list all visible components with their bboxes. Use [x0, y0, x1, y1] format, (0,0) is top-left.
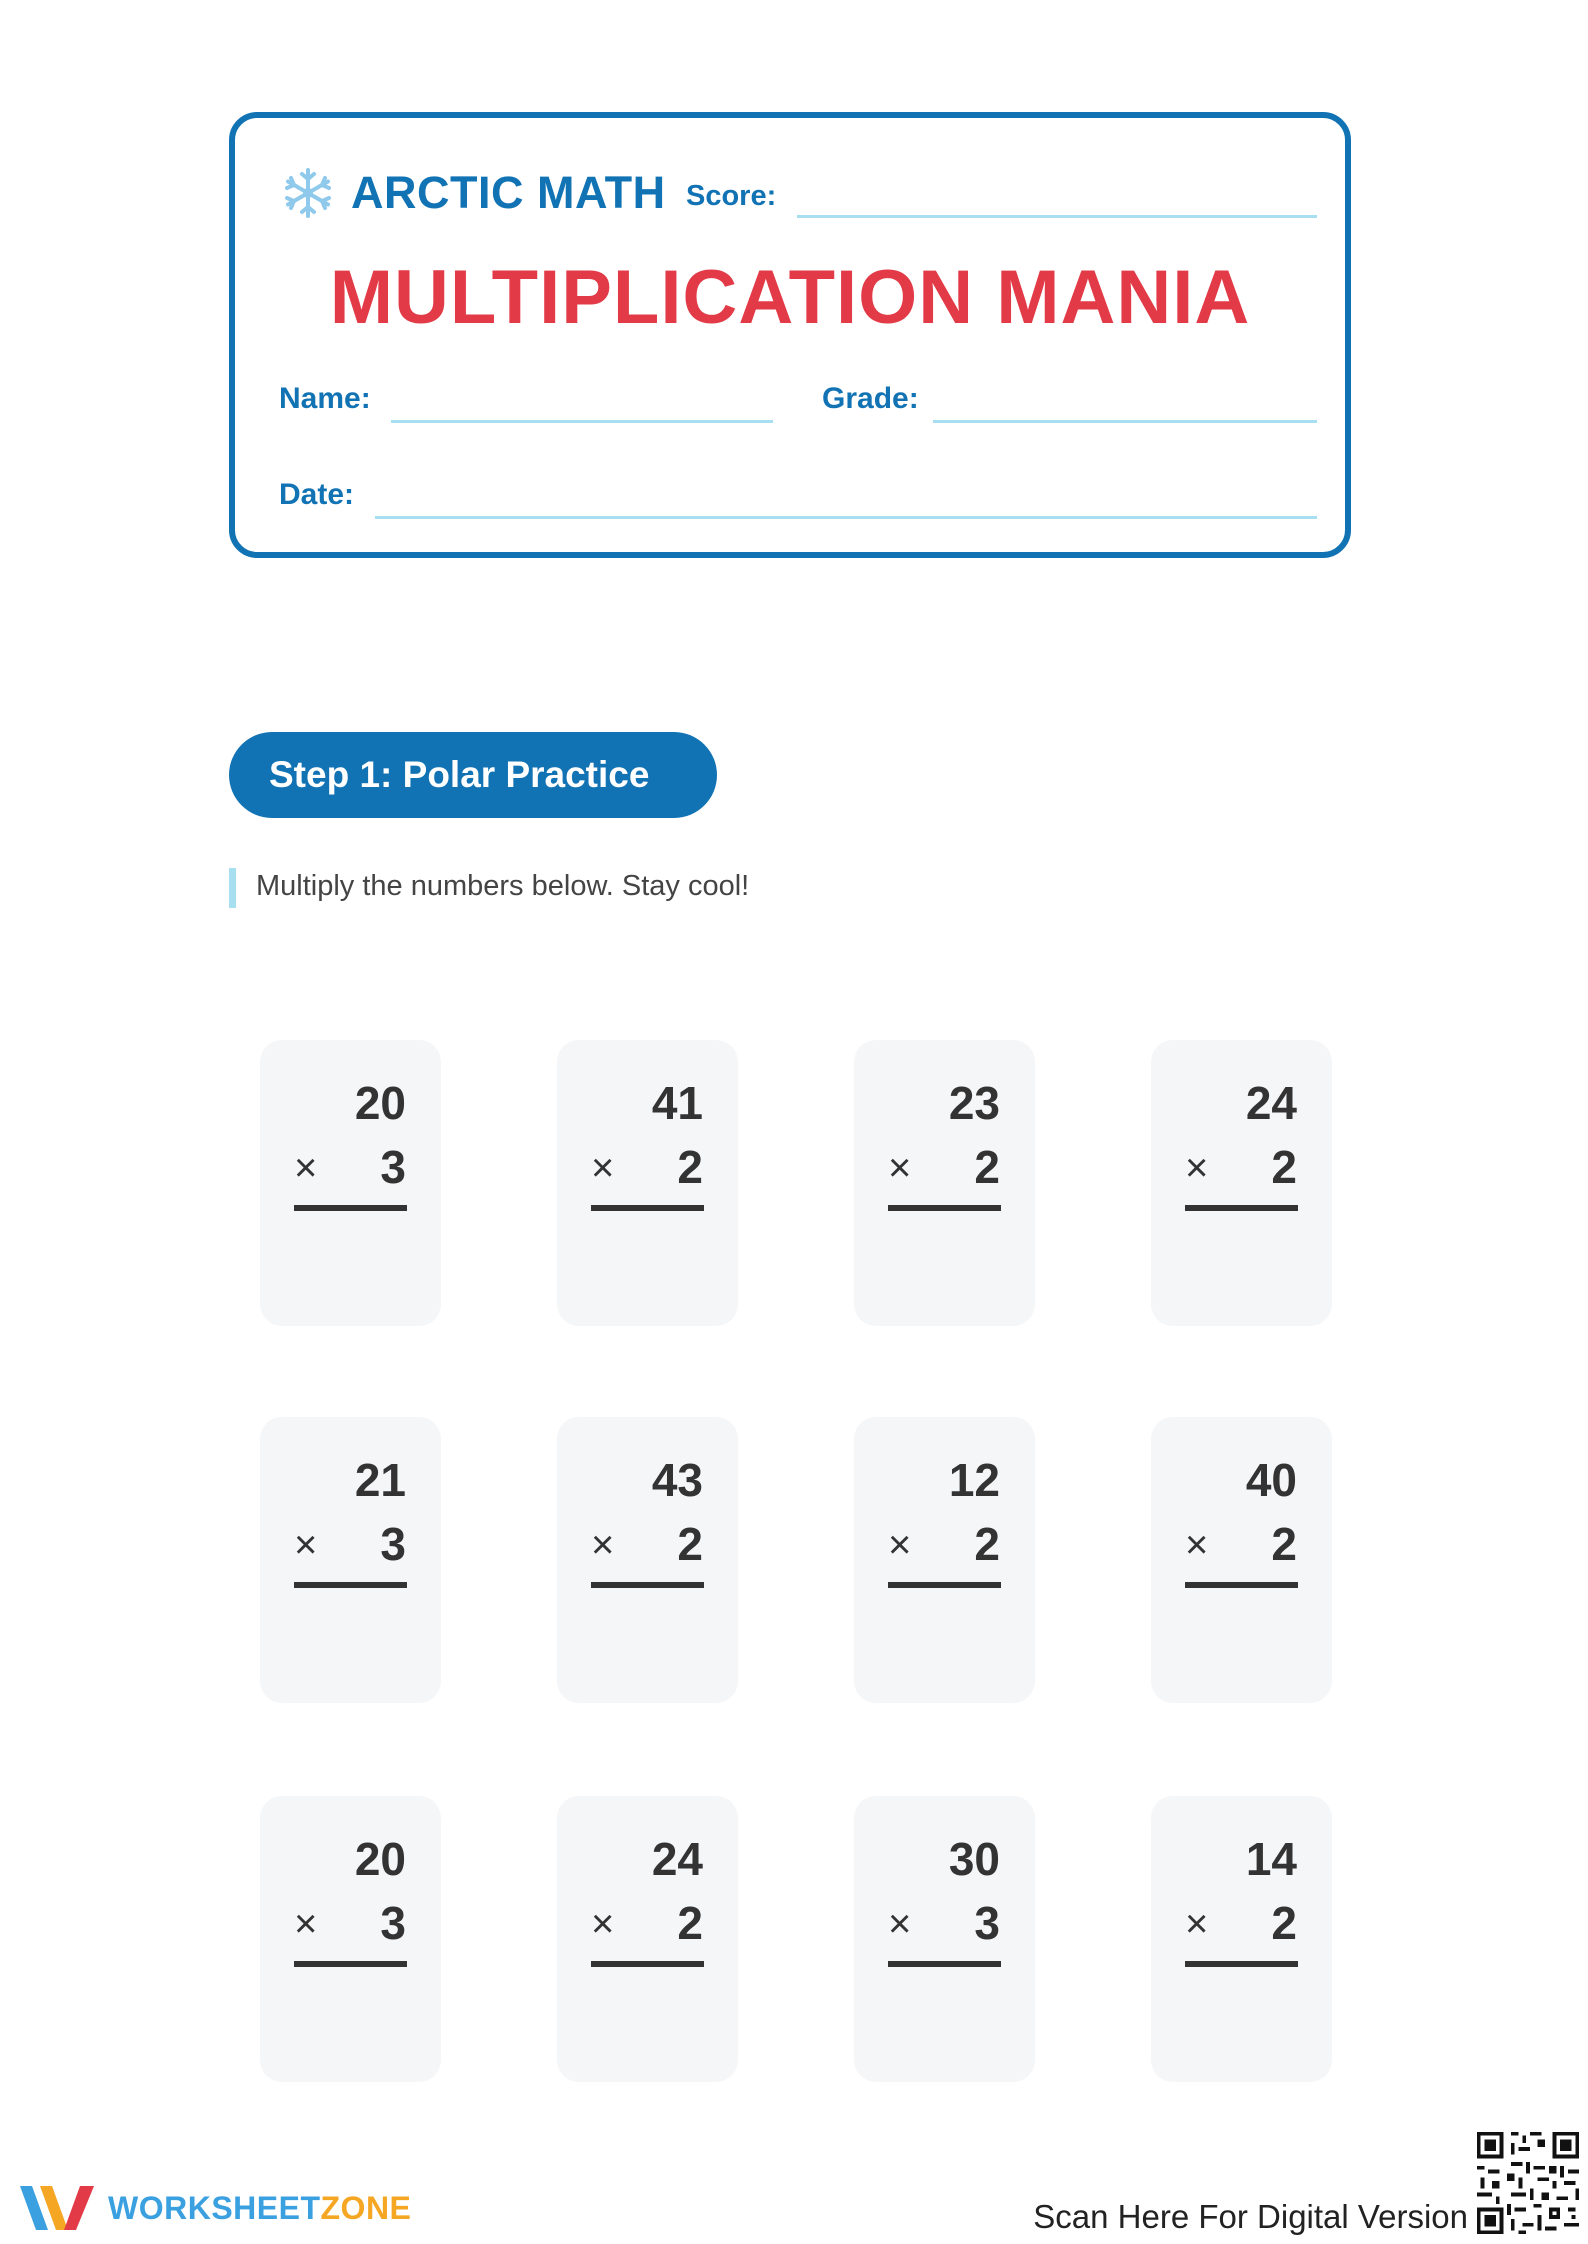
instruction-text: Multiply the numbers below. Stay cool! [256, 870, 750, 902]
multiplicand: 20 [354, 1077, 406, 1129]
times-sign: × [591, 1523, 615, 1567]
multiplier: 3 [380, 1897, 406, 1949]
times-sign: × [591, 1146, 615, 1190]
answer-line [294, 1582, 407, 1588]
score-label: Score: [686, 180, 777, 212]
header-card [229, 112, 1351, 558]
answer-line [888, 1582, 1001, 1588]
problem-card[interactable] [854, 1417, 1035, 1703]
answer-line [591, 1205, 704, 1211]
multiplicand: 41 [651, 1077, 703, 1129]
multiplicand: 43 [651, 1454, 703, 1506]
multiplier: 3 [974, 1897, 1000, 1949]
scan-caption: Scan Here For Digital Version [1033, 2198, 1468, 2235]
problem-card[interactable] [1151, 1040, 1332, 1326]
logo-part-worksheet: WORKSHEET [108, 2189, 321, 2226]
problem-card[interactable] [557, 1796, 738, 2082]
multiplier: 2 [974, 1141, 1000, 1193]
multiplier: 2 [677, 1897, 703, 1949]
grade-label: Grade: [822, 382, 919, 415]
multiplier: 2 [1271, 1897, 1297, 1949]
times-sign: × [1185, 1146, 1209, 1190]
times-sign: × [888, 1902, 912, 1946]
problem-card[interactable] [854, 1040, 1035, 1326]
problem-card[interactable] [260, 1417, 441, 1703]
brand [281, 166, 666, 220]
step-heading: Step 1: Polar Practice [229, 732, 717, 818]
date-label: Date: [279, 478, 355, 511]
times-sign: × [591, 1902, 615, 1946]
problem-card[interactable] [557, 1040, 738, 1326]
worksheetzone-logo-icon [18, 2180, 96, 2236]
times-sign: × [1185, 1523, 1209, 1567]
snowflake-icon [281, 166, 335, 220]
multiplier: 2 [1271, 1518, 1297, 1570]
problem-card[interactable] [1151, 1417, 1332, 1703]
worksheetzone-wordmark [108, 2190, 411, 2227]
instruction-accent [229, 868, 236, 908]
qr-code-icon[interactable] [1473, 2128, 1583, 2238]
multiplicand: 12 [948, 1454, 1000, 1506]
name-field[interactable] [391, 420, 773, 423]
times-sign: × [888, 1523, 912, 1567]
multiplicand: 24 [1245, 1077, 1297, 1129]
problem-card[interactable] [260, 1040, 441, 1326]
times-sign: × [294, 1146, 318, 1190]
multiplicand: 14 [1245, 1833, 1297, 1885]
times-sign: × [1185, 1902, 1209, 1946]
score-field[interactable] [797, 215, 1317, 218]
times-sign: × [294, 1902, 318, 1946]
multiplier: 3 [380, 1518, 406, 1570]
grade-field[interactable] [933, 420, 1317, 423]
multiplier: 2 [1271, 1141, 1297, 1193]
logo-part-zone: ZONE [320, 2189, 412, 2226]
answer-line [1185, 1582, 1298, 1588]
answer-line [294, 1961, 407, 1967]
multiplicand: 24 [651, 1833, 703, 1885]
answer-line [888, 1205, 1001, 1211]
answer-line [294, 1205, 407, 1211]
answer-line [888, 1961, 1001, 1967]
problem-card[interactable] [260, 1796, 441, 2082]
multiplicand: 40 [1245, 1454, 1297, 1506]
brand-name: ARCTIC MATH [351, 167, 666, 218]
multiplier: 3 [380, 1141, 406, 1193]
multiplier: 2 [677, 1518, 703, 1570]
multiplicand: 30 [948, 1833, 1000, 1885]
answer-line [1185, 1205, 1298, 1211]
page-title: MULTIPLICATION MANIA [329, 255, 1251, 340]
multiplier: 2 [677, 1141, 703, 1193]
problem-card[interactable] [1151, 1796, 1332, 2082]
multiplicand: 20 [354, 1833, 406, 1885]
problem-card[interactable] [557, 1417, 738, 1703]
name-label: Name: [279, 382, 371, 415]
worksheetzone-logo[interactable] [18, 2180, 411, 2236]
date-field[interactable] [375, 516, 1317, 519]
answer-line [591, 1582, 704, 1588]
answer-line [591, 1961, 704, 1967]
multiplier: 2 [974, 1518, 1000, 1570]
multiplicand: 23 [948, 1077, 1000, 1129]
times-sign: × [888, 1146, 912, 1190]
problem-card[interactable] [854, 1796, 1035, 2082]
answer-line [1185, 1961, 1298, 1967]
times-sign: × [294, 1523, 318, 1567]
multiplicand: 21 [354, 1454, 406, 1506]
